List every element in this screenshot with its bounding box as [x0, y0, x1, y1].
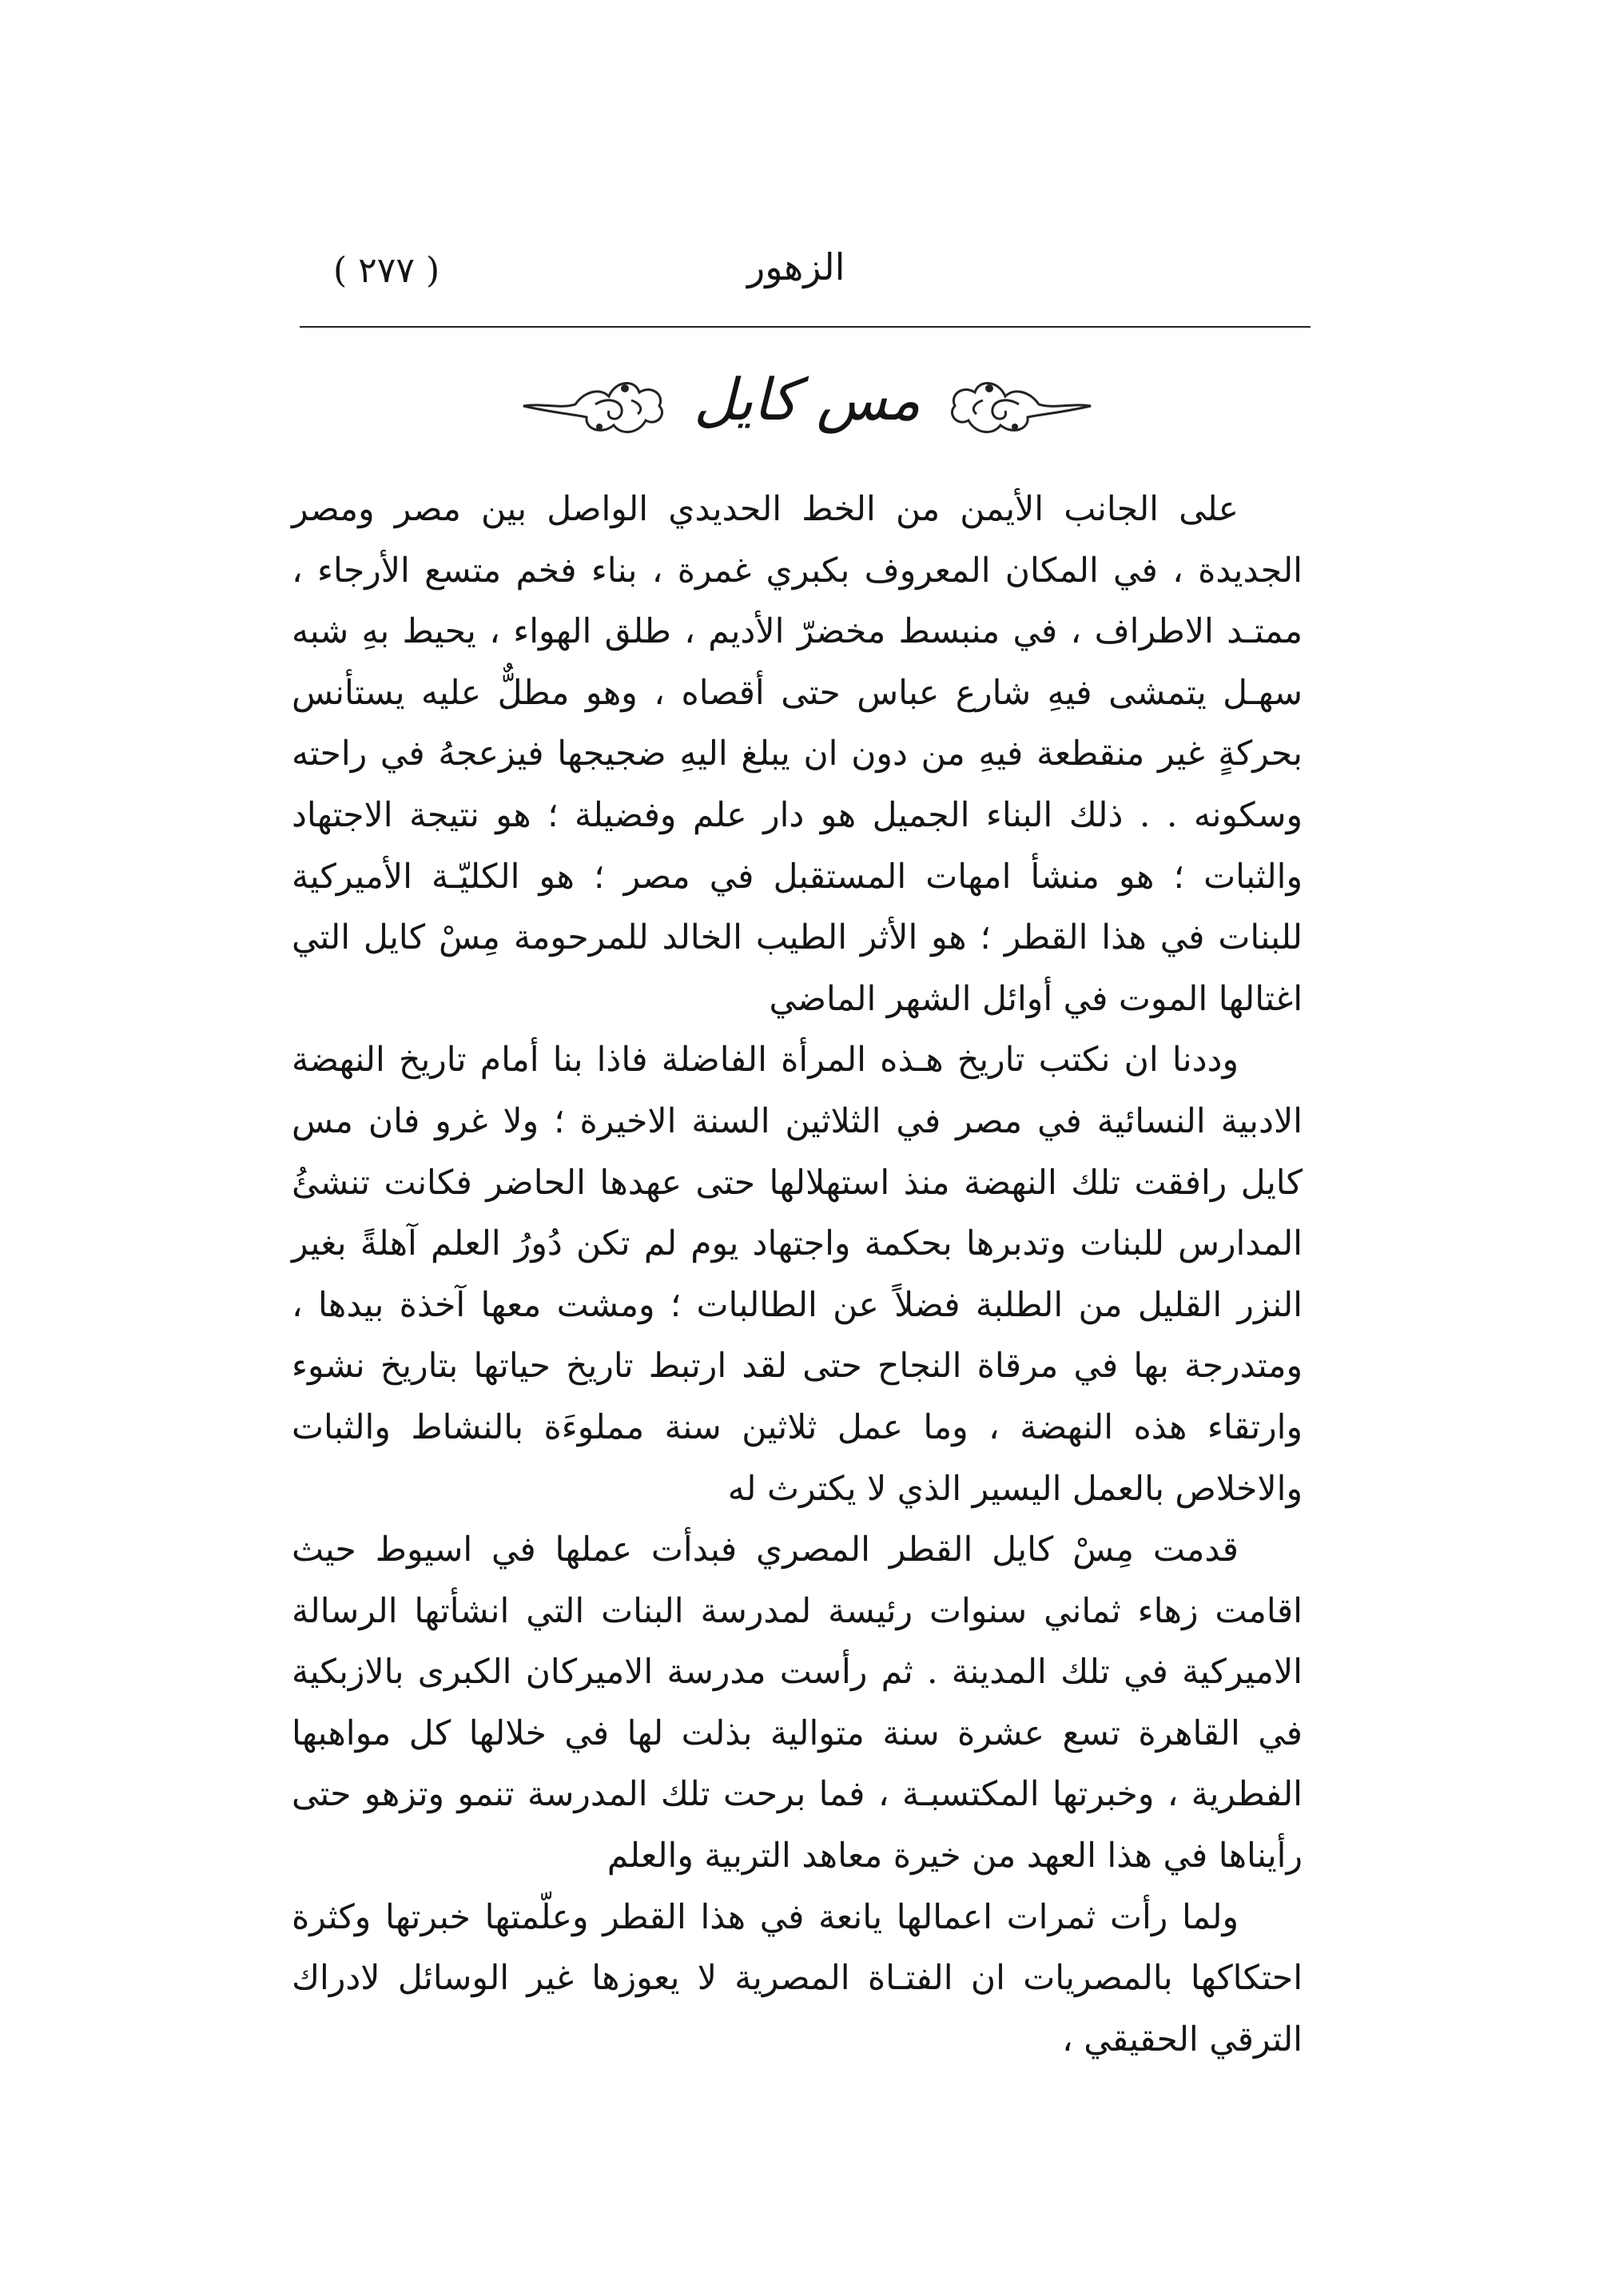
- paragraph: ولما رأت ثمرات اعمالها يانعة في هذا القطر وعلّمتها خبرتها وكثرة احتكاكها بالمصريات ان الفتـاة المصرية لا يعوزها غير الوسائل لادراك الترقي الحقيقي ،: [292, 1897, 1303, 2059]
- article-body: [292, 479, 1303, 2071]
- paragraph: على الجانب الأيمن من الخط الحديدي الواصل بين مصر ومصر الجديدة ، في المكان المعروف بكبري غمرة ، بناء فخم متسع الأرجاء ، ممتـد الاطراف ، في منبسط مخضرّ الأديم ، طلق الهواء ، يحيط بهِ شبه سهـل يتمشى فيهِ شارع عباس حتى أقصاه ، وهو مطلٌّ عليه يستأنس بحركةٍ غير منقطعة فيهِ من دون ان يبلغ اليهِ ضجيجها فيزعجهُ في راحته وسكونه . . ذلك البناء الجميل هو دار علم وفضيلة ؛ هو نتيجة الاجتهاد والثبات ؛ هو منشأ امهات المستقبل في مصر ؛ هو الكليّـة الأميركية للبنات في هذا القطر ؛ هو الأثر الطيب الخالد للمرحومة مِسْ كايل التي اغتالها الموت في أوائل الشهر الماضي: [292, 490, 1303, 1019]
- floral-ornament-icon: [943, 356, 1095, 444]
- floral-ornament-icon: [519, 356, 671, 444]
- paragraph: قدمت مِسْ كايل القطر المصري فبدأت عملها في اسيوط حيث اقامت زهاء ثماني سنوات رئيسة لمدرسة البنات التي انشأتها الرسالة الاميركية في تلك المدينة . ثم رأست مدرسة الاميركان الكبرى بالازبكية في القاهرة تسع عشرة سنة متوالية بذلت لها في خلالها كل مواهبها الفطرية ، وخبرتها المكتسبـة ، فما برحت تلك المدرسة تنمو وتزهو حتى رأيناها في هذا العهد من خيرة معاهد التربية والعلم: [292, 1530, 1303, 1876]
- header-divider: [300, 326, 1311, 328]
- page-header: [300, 244, 1311, 316]
- page-number: ( ٢٧٧ ): [333, 250, 440, 291]
- journal-title: الزهور: [747, 245, 845, 288]
- article-title-block: [519, 342, 1095, 462]
- paragraph: وددنا ان نكتب تاريخ هـذه المرأة الفاضلة فاذا بنا أمام تاريخ النهضة الادبية النسائية في مصر في الثلاثين السنة الاخيرة ؛ ولا غرو فان مس كايل رافقت تلك النهضة منذ استهلالها حتى عهدها الحاضر فكانت تنشئُ المدارس للبنات وتدبرها بحكمة واجتهاد يوم لم تكن دُورُ العلم آهلةً بغير النزر القليل من الطلبة فضلاً عن الطالبات ؛ ومشت معها آخذة بيدها ، ومتدرجة بها في مرقاة النجاح حتى لقد ارتبط تاريخ حياتها بتاريخ نشوء وارتقاء هذه النهضة ، وما عمل ثلاثين سنة مملوءَة بالنشاط والثبات والاخلاص بالعمل اليسير الذي لا يكترث له: [292, 1041, 1303, 1509]
- article-title: مس كايل: [693, 366, 921, 433]
